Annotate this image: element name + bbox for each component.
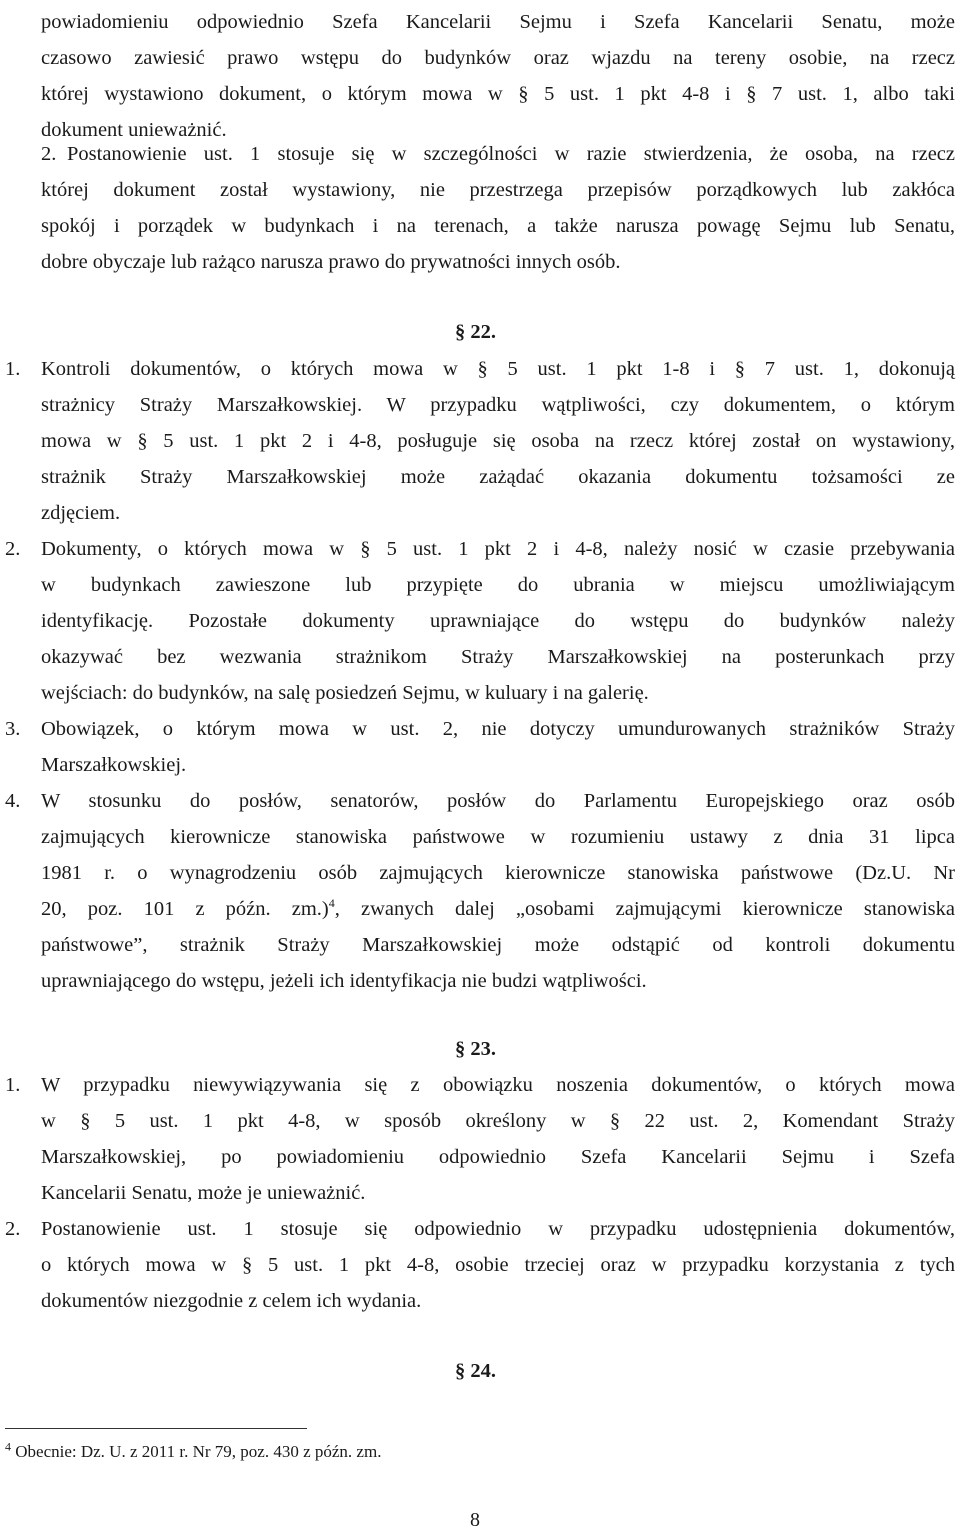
text-line: 1981 r. o wynagrodzeniu osób zajmujących kierownicze stanowiska państwowe (Dz.U. Nr xyxy=(41,862,955,884)
text-line: Dokumenty, o których mowa w § 5 ust. 1 pkt 2 i 4-8, należy nosić w czasie przebywania xyxy=(41,538,955,560)
text-line: dokument unieważnić. xyxy=(41,119,227,141)
text-line: której wystawiono dokument, o którym mowa w § 5 ust. 1 pkt 4-8 i § 7 ust. 1, albo taki xyxy=(41,83,955,105)
text-line: zdjęciem. xyxy=(41,502,121,524)
section-heading: § 23. xyxy=(455,1038,496,1060)
text-line: Postanowienie ust. 1 stosuje się w szczególności w razie stwierdzenia, że osoba, na rzecz xyxy=(67,143,955,165)
footnote-reference[interactable]: 4 xyxy=(328,896,335,911)
footnote-mark: 4 xyxy=(5,1439,11,1454)
text-line: wejściach: do budynków, na salę posiedzeń Sejmu, w kuluary i na galerię. xyxy=(41,682,649,704)
text-line: dokumentów niezgodnie z celem ich wydania. xyxy=(41,1290,422,1312)
item-number: 2. xyxy=(5,1218,21,1240)
footnote-separator xyxy=(5,1428,307,1429)
text-line: powiadomieniu odpowiednio Szefa Kancelarii Sejmu i Szefa Kancelarii Senatu, może xyxy=(41,11,955,33)
text-line: Obowiązek, o którym mowa w ust. 2, nie dotyczy umundurowanych strażników Straży xyxy=(41,718,955,740)
text-line: Marszałkowskiej, po powiadomieniu odpowiednio Szefa Kancelarii Sejmu i Szefa xyxy=(41,1146,955,1168)
text-line: o których mowa w § 5 ust. 1 pkt 4-8, osobie trzeciej oraz w przypadku korzystania z tych xyxy=(41,1254,955,1276)
text-line: mowa w § 5 ust. 1 pkt 2 i 4-8, posługuje się osoba na rzecz której został on wystawiony, xyxy=(41,430,955,452)
text-line: której dokument został wystawiony, nie przestrzega przepisów porządkowych lub zakłóca xyxy=(41,179,955,201)
text-line: uprawniającego do wstępu, jeżeli ich identyfikacja nie budzi wątpliwości. xyxy=(41,970,647,992)
item-number: 2. xyxy=(41,143,57,165)
footnote xyxy=(5,1440,381,1464)
item-number: 2. xyxy=(5,538,21,560)
text-line: w budynkach zawieszone lub przypięte do ubrania w miejscu umożliwiającym xyxy=(41,574,955,596)
footnote-text: Obecnie: Dz. U. z 2011 r. Nr 79, poz. 430 z późn. zm. xyxy=(11,1442,382,1461)
text-line: W przypadku niewywiązywania się z obowiązku noszenia dokumentów, o których mowa xyxy=(41,1074,955,1096)
text-line: okazywać bez wezwania strażnikom Straży Marszałkowskiej na posterunkach przy xyxy=(41,646,955,668)
text-line: Kontroli dokumentów, o których mowa w § 5 ust. 1 pkt 1-8 i § 7 ust. 1, dokonują xyxy=(41,358,955,380)
section-heading: § 24. xyxy=(455,1360,496,1382)
text-line: W stosunku do posłów, senatorów, posłów do Parlamentu Europejskiego oraz osób xyxy=(41,790,955,812)
text-line: dobre obyczaje lub rażąco narusza prawo do prywatności innych osób. xyxy=(41,251,621,273)
text-line: strażnicy Straży Marszałkowskiej. W przypadku wątpliwości, czy dokumentem, o którym xyxy=(41,394,955,416)
text-segment: 20, poz. 101 z późn. zm.) xyxy=(41,898,329,920)
text-line: Postanowienie ust. 1 stosuje się odpowiednio w przypadku udostępnienia dokumentów, xyxy=(41,1218,955,1240)
text-line: czasowo zawiesić prawo wstępu do budynków oraz wjazdu na tereny osobie, na rzecz xyxy=(41,47,955,69)
text-line-with-footnote xyxy=(41,891,955,927)
text-line: w § 5 ust. 1 pkt 4-8, w sposób określony w § 22 ust. 2, Komendant Straży xyxy=(41,1110,955,1132)
item-number: 4. xyxy=(5,790,21,812)
text-line: spokój i porządek w budynkach i na terenach, a także narusza powagę Sejmu lub Senatu, xyxy=(41,215,955,237)
text-line: strażnik Straży Marszałkowskiej może zażądać okazania dokumentu tożsamości ze xyxy=(41,466,955,488)
section-heading: § 22. xyxy=(455,321,496,343)
item-number: 1. xyxy=(5,358,21,380)
text-line: zajmujących kierownicze stanowiska państwowe w rozumieniu ustawy z dnia 31 lipca xyxy=(41,826,955,848)
text-line: Marszałkowskiej. xyxy=(41,754,187,776)
text-line: Kancelarii Senatu, może je unieważnić. xyxy=(41,1182,366,1204)
text-segment: , zwanych dalej „osobami zajmującymi kierownicze stanowiska xyxy=(334,898,955,920)
item-number: 3. xyxy=(5,718,21,740)
text-line: identyfikację. Pozostałe dokumenty uprawniające do wstępu do budynków należy xyxy=(41,610,955,632)
page-number: 8 xyxy=(470,1509,480,1531)
item-number: 1. xyxy=(5,1074,21,1096)
text-line: państwowe”, strażnik Straży Marszałkowskiej może odstąpić od kontroli dokumentu xyxy=(41,934,955,956)
